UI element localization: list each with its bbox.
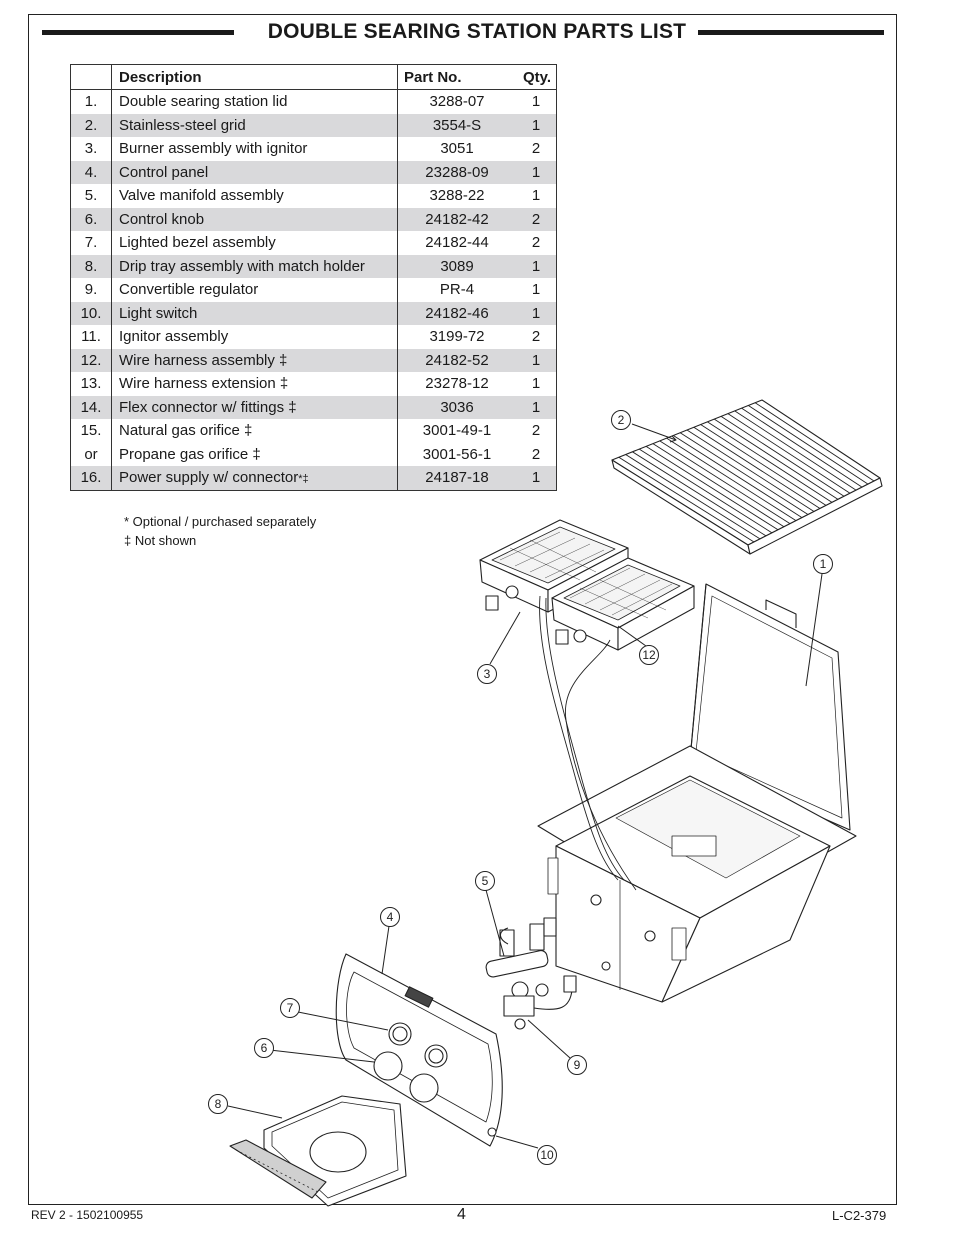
cell-desc-text: Drip tray assembly with match holder — [119, 257, 365, 275]
cell-qty: 1 — [516, 114, 557, 138]
cell-desc-text: Valve manifold assembly — [119, 187, 284, 205]
grid-drawing — [612, 400, 882, 554]
cell-num: 11. — [71, 325, 112, 349]
cell-desc-text: Natural gas orifice ‡ — [119, 422, 253, 440]
cell-num: 7. — [71, 231, 112, 255]
header-part-no: Part No. — [398, 65, 517, 90]
callout-5 — [476, 872, 495, 891]
cell-qty: 2 — [516, 208, 557, 232]
cell-num: 6. — [71, 208, 112, 232]
footer-page-number: 4 — [457, 1206, 466, 1223]
callout-label: 5 — [481, 874, 489, 888]
cell-part: 24182-46 — [398, 302, 517, 326]
cell-desc-text: Stainless-steel grid — [119, 116, 246, 134]
callout-6 — [255, 1039, 274, 1058]
callout-12 — [640, 646, 659, 665]
callout-8 — [209, 1095, 228, 1114]
cell-part: 3036 — [398, 396, 517, 420]
callout-label: 7 — [286, 1001, 294, 1015]
header-description: Description — [112, 65, 398, 90]
header-qty: Qty. — [516, 65, 557, 90]
cell-qty: 1 — [516, 90, 557, 114]
cell-qty: 2 — [516, 325, 557, 349]
callout-9 — [568, 1056, 587, 1075]
cell-num: 14. — [71, 396, 112, 420]
cell-part: 3051 — [440, 140, 474, 158]
cell-part: 24187-18 — [398, 466, 517, 490]
cell-qty: 2 — [516, 443, 557, 467]
callout-label: 12 — [642, 648, 656, 662]
callout-4 — [381, 908, 400, 927]
cell-part: 3554-S — [398, 114, 517, 138]
callout-label: 8 — [214, 1097, 222, 1111]
cell-desc-text: Ignitor assembly — [119, 328, 229, 346]
cell-desc-text: Wire harness assembly ‡ — [119, 351, 288, 369]
callout-label: 4 — [386, 910, 394, 924]
cell-part: 3199-72 — [429, 328, 485, 346]
callout-1 — [814, 555, 833, 574]
callout-label: 6 — [260, 1041, 268, 1055]
cell-num: 1. — [71, 90, 112, 114]
cell-qty: 2 — [516, 419, 557, 443]
cell-qty: 2 — [516, 137, 557, 161]
cell-num: 12. — [71, 349, 112, 373]
cell-desc-text: Lighted bezel assembly — [119, 234, 276, 252]
cell-desc-text: Light switch — [119, 304, 198, 322]
cell-part: 23278-12 — [425, 375, 489, 393]
cell-num: 16. — [71, 466, 112, 490]
callout-label: 10 — [540, 1148, 554, 1162]
callout-10 — [538, 1146, 557, 1165]
cell-desc-text: Control knob — [119, 210, 205, 228]
cell-part: 24182-42 — [398, 208, 517, 232]
callout-label: 3 — [483, 667, 491, 681]
callout-label: 2 — [617, 413, 625, 427]
callout-label: 9 — [573, 1058, 581, 1072]
page-title: DOUBLE SEARING STATION PARTS LIST — [256, 19, 698, 45]
cell-num: 2. — [71, 114, 112, 138]
cell-part: 23288-09 — [398, 161, 517, 185]
cell-part: 3288-07 — [429, 93, 485, 111]
cell-num: 8. — [71, 255, 112, 279]
footer-doc-code: L-C2-379 — [832, 1208, 887, 1223]
cell-part: 3089 — [398, 255, 517, 279]
cell-num: 13. — [71, 372, 112, 396]
cell-qty: 1 — [516, 349, 557, 373]
cell-desc-text: Double searing station lid — [119, 93, 288, 111]
callout-2 — [612, 411, 631, 430]
cell-qty: 2 — [516, 231, 557, 255]
cell-num: 9. — [71, 278, 112, 302]
cell-qty: 1 — [516, 302, 557, 326]
cell-part: 24182-44 — [425, 234, 489, 252]
cell-desc-suffix: *‡ — [298, 473, 309, 486]
cell-num: 5. — [71, 184, 112, 208]
cell-desc-text: Power supply w/ connector — [119, 469, 299, 487]
cell-qty: 1 — [516, 372, 557, 396]
cell-part: 3001-56-1 — [422, 445, 492, 463]
cell-num: 10. — [71, 302, 112, 326]
callout-3 — [478, 665, 497, 684]
cell-num: 4. — [71, 161, 112, 185]
cell-qty: 1 — [516, 255, 557, 279]
note-not-shown: ‡ Not shown — [124, 533, 197, 548]
cell-qty: 1 — [516, 161, 557, 185]
cell-desc-text: Flex connector w/ fittings ‡ — [119, 398, 297, 416]
cell-qty: 1 — [516, 466, 557, 490]
cell-desc-text: Convertible regulator — [119, 281, 259, 299]
valve-manifold-drawing — [485, 918, 556, 998]
callout-label: 1 — [819, 557, 827, 571]
cell-qty: 1 — [516, 278, 557, 302]
cell-desc-text: Propane gas orifice ‡ — [119, 445, 261, 463]
cell-desc-text: Burner assembly with ignitor — [119, 140, 308, 158]
cell-num: 15. — [71, 419, 112, 443]
cell-qty: 1 — [516, 184, 557, 208]
cell-part: 24182-52 — [398, 349, 517, 373]
cell-qty: 1 — [516, 396, 557, 420]
note-optional: * Optional / purchased separately — [124, 514, 317, 529]
cell-part: 3001-49-1 — [422, 422, 492, 440]
cell-part: 3288-22 — [429, 187, 485, 205]
cell-num: or — [71, 443, 112, 467]
footer-revision: REV 2 - 1502100955 — [31, 1208, 144, 1222]
cell-desc-text: Wire harness extension ‡ — [119, 375, 289, 393]
cell-num: 3. — [71, 137, 112, 161]
callout-7 — [281, 999, 300, 1018]
cell-desc-text: Control panel — [119, 163, 209, 181]
cell-part: PR-4 — [439, 281, 475, 299]
